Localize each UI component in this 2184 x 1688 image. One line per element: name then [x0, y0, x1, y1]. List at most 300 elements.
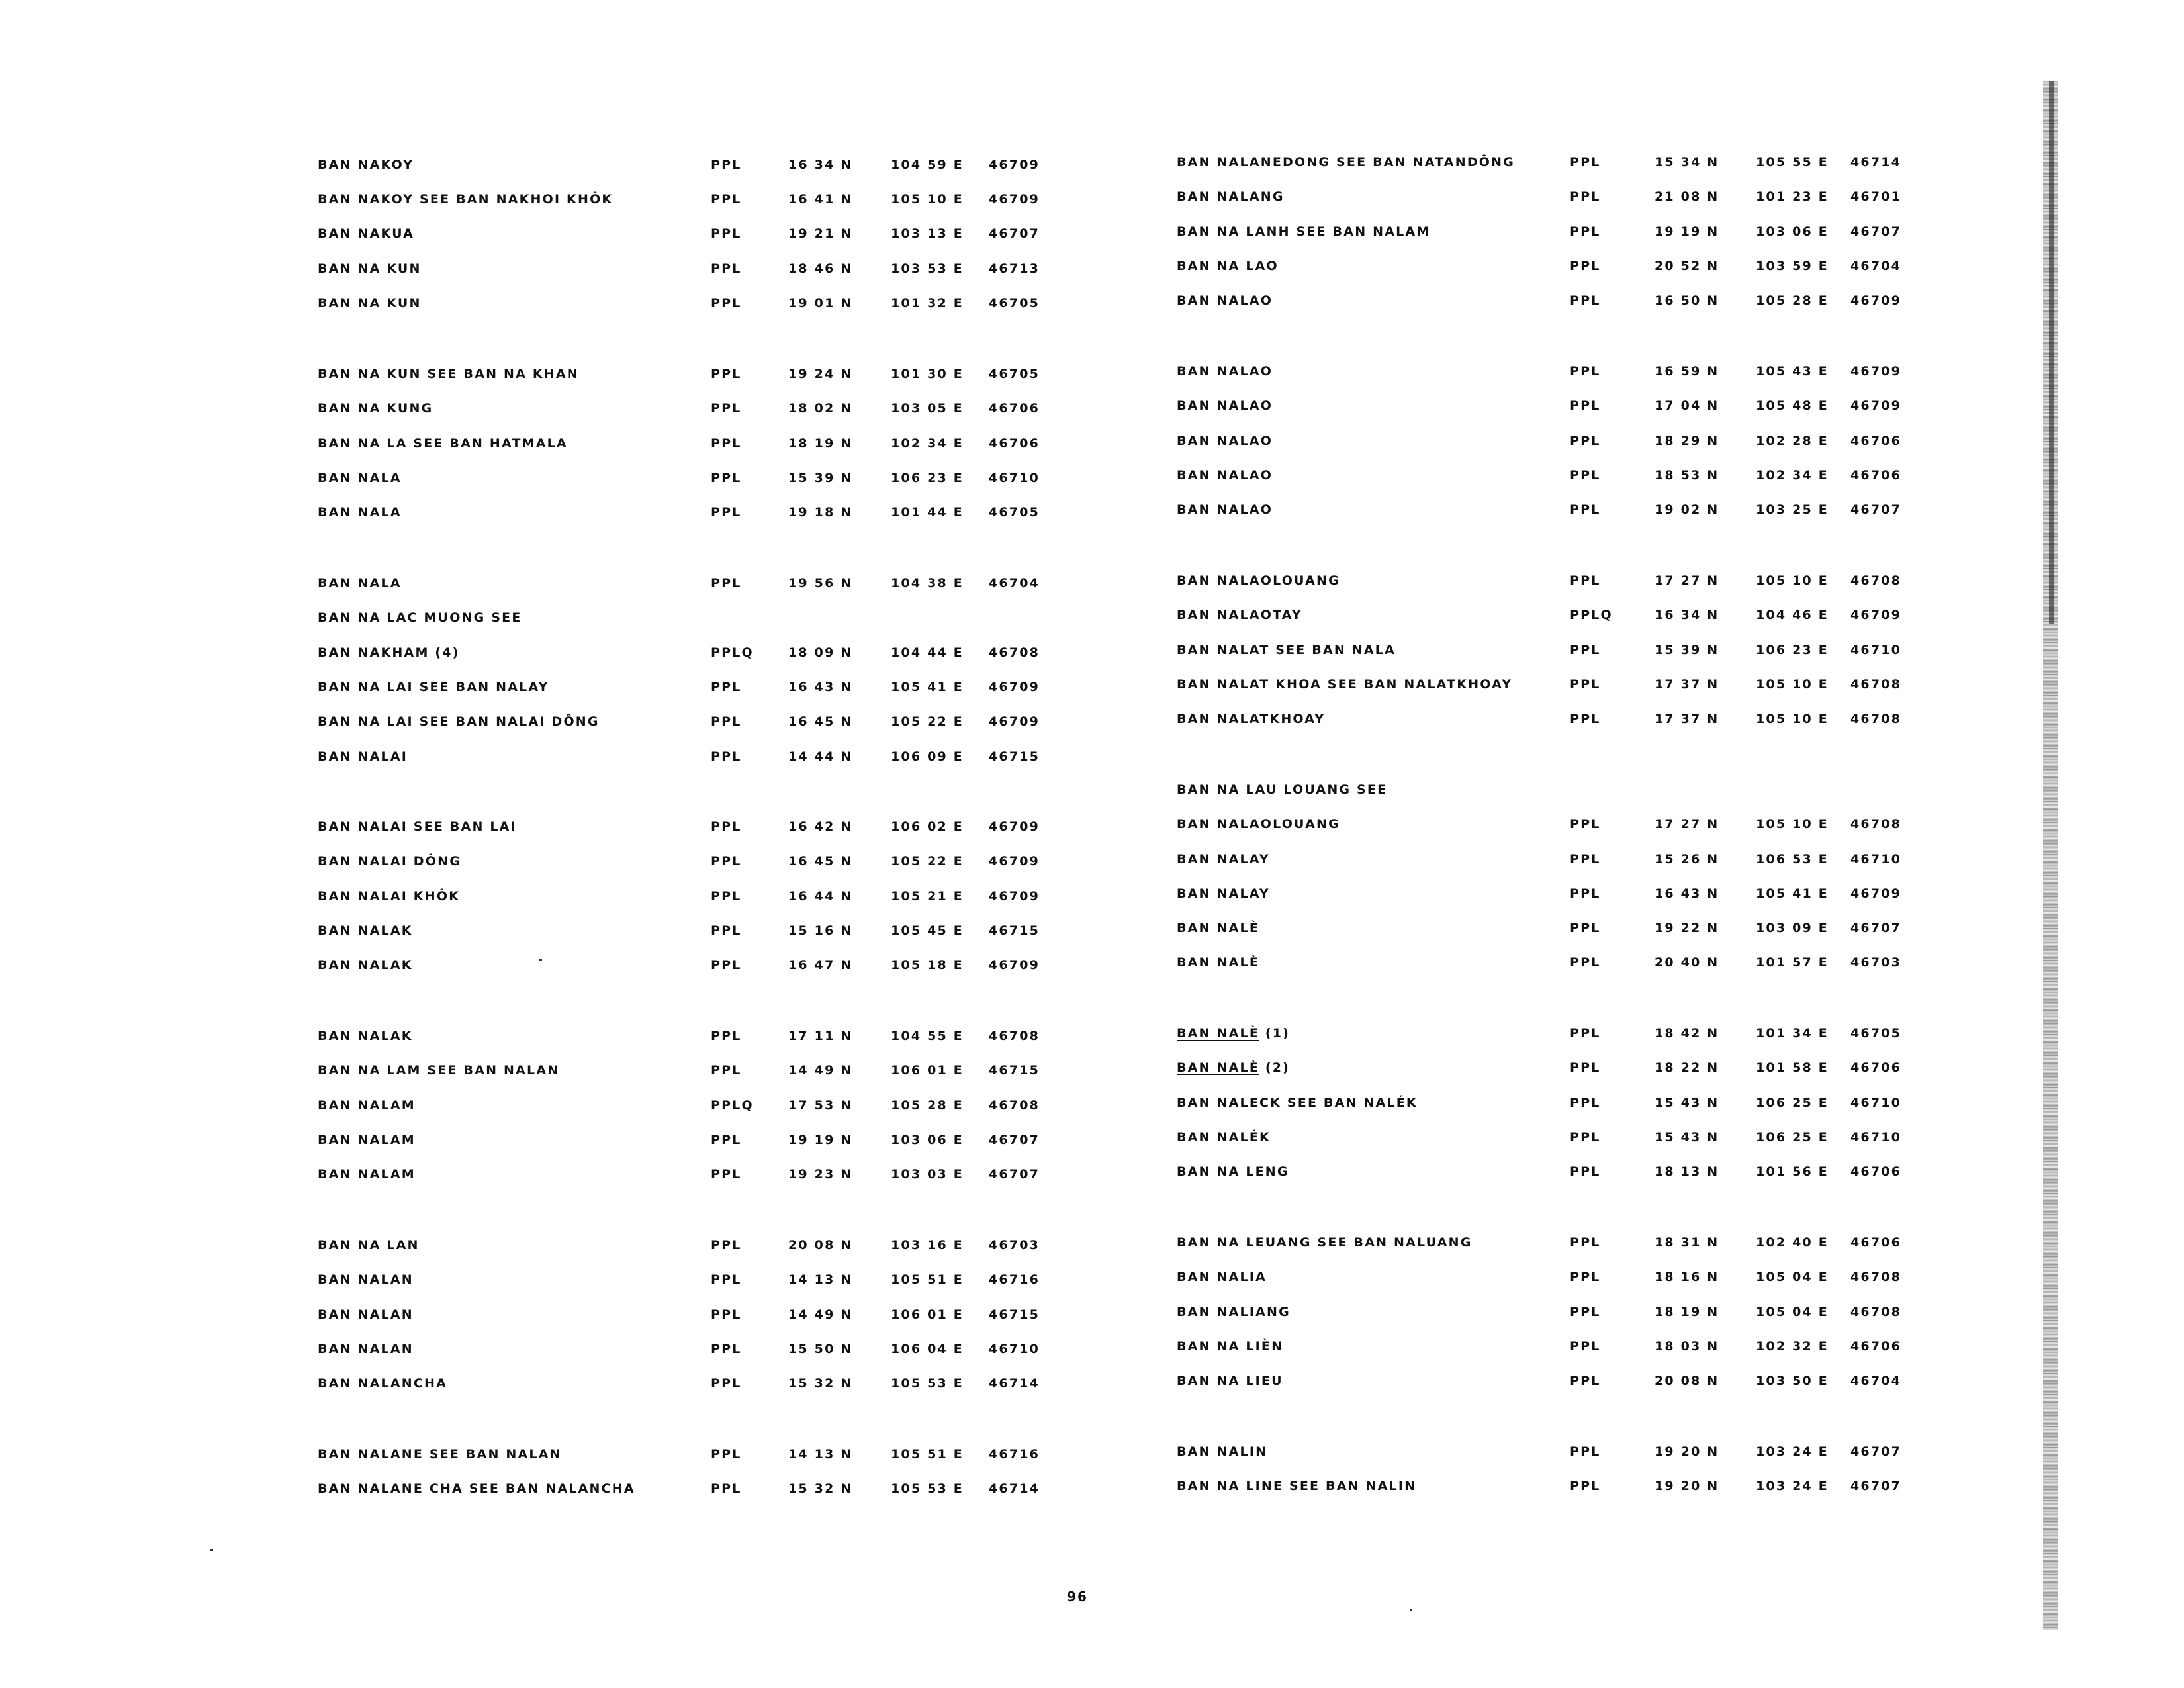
longitude: 105 10 E [891, 192, 964, 207]
latitude: 16 50 N [1655, 293, 1719, 308]
sheet-number: 46708 [1850, 677, 1902, 692]
latitude: 18 22 N [1655, 1060, 1719, 1075]
entry-row [316, 152, 1243, 178]
place-name: BAN NA LANH SEE BAN NALAM [1177, 224, 1431, 239]
longitude: 103 16 E [891, 1238, 964, 1252]
place-name: BAN NALAOLOUANG [1177, 817, 1340, 831]
entry-row [1177, 915, 2103, 941]
sheet-number: 46707 [1850, 1479, 1902, 1493]
feature-code: PPL [711, 714, 742, 729]
entry-row [316, 361, 1243, 387]
entry-row [316, 1476, 1243, 1502]
longitude: 104 59 E [891, 158, 964, 172]
sheet-number: 46707 [989, 1167, 1040, 1182]
entry-row [1177, 149, 2103, 175]
longitude: 103 13 E [891, 226, 964, 241]
feature-code: PPL [1570, 293, 1601, 308]
longitude: 103 53 E [891, 261, 964, 276]
latitude: 15 32 N [788, 1481, 853, 1496]
latitude: 18 16 N [1655, 1270, 1719, 1284]
place-name: BAN NALANEDONG SEE BAN NATANDÔNG [1177, 155, 1516, 169]
longitude: 105 55 E [1756, 155, 1829, 169]
feature-code: PPL [1570, 1339, 1601, 1354]
longitude: 105 51 E [891, 1447, 964, 1462]
latitude: 18 31 N [1655, 1235, 1719, 1250]
longitude: 103 05 E [891, 401, 964, 416]
feature-code: PPL [1570, 1026, 1601, 1041]
longitude: 101 44 E [891, 505, 964, 520]
feature-code: PPL [1570, 852, 1601, 867]
longitude: 105 22 E [891, 854, 964, 868]
latitude: 18 46 N [788, 261, 853, 276]
entry-row [1177, 1264, 2103, 1290]
sheet-number: 46703 [989, 1238, 1040, 1252]
entry-row [1177, 1368, 2103, 1394]
longitude: 105 53 E [891, 1481, 964, 1496]
latitude: 19 01 N [788, 296, 853, 310]
feature-code: PPL [711, 1133, 742, 1147]
scan-speck [539, 959, 542, 961]
entry-row [1177, 287, 2103, 314]
place-name: BAN NALAO [1177, 293, 1273, 308]
entry-row [1177, 949, 2103, 976]
entry-row [1177, 1158, 2103, 1185]
place-name: BAN NALA [318, 471, 402, 485]
longitude: 106 25 E [1756, 1130, 1829, 1145]
entry-row [316, 639, 1243, 666]
longitude: 105 51 E [891, 1272, 964, 1287]
place-name: BAN NALAOLOUANG [1177, 573, 1340, 588]
place-name: BAN NALAI DÔNG [318, 854, 462, 868]
latitude: 17 04 N [1655, 399, 1719, 413]
entry-row [316, 604, 1243, 631]
place-name: BAN NALANCHA [318, 1376, 447, 1391]
sheet-number: 46706 [1850, 1339, 1902, 1354]
latitude: 16 44 N [788, 889, 853, 904]
longitude: 102 32 E [1756, 1339, 1829, 1354]
longitude: 105 48 E [1756, 399, 1829, 413]
latitude: 19 56 N [788, 576, 853, 590]
sheet-number: 46709 [989, 889, 1040, 904]
feature-code: PPL [711, 889, 742, 904]
latitude: 19 22 N [1655, 921, 1719, 935]
sheet-number: 46706 [989, 436, 1040, 451]
sheet-number: 46705 [989, 505, 1040, 520]
place-name: BAN NALIANG [1177, 1305, 1291, 1319]
feature-code: PPL [711, 1376, 742, 1391]
latitude: 16 34 N [788, 158, 853, 172]
feature-code: PPL [1570, 468, 1601, 483]
sheet-number: 46706 [1850, 434, 1902, 448]
sheet-number: 46709 [989, 680, 1040, 694]
sheet-number: 46704 [1850, 259, 1902, 273]
latitude: 18 53 N [1655, 468, 1719, 483]
place-name: BAN NAKOY [318, 158, 414, 172]
sheet-number: 46707 [989, 1133, 1040, 1147]
sheet-number: 46709 [1850, 399, 1902, 413]
sheet-number: 46714 [989, 1376, 1040, 1391]
latitude: 15 43 N [1655, 1130, 1719, 1145]
latitude: 18 19 N [788, 436, 853, 451]
latitude: 18 42 N [1655, 1026, 1719, 1041]
feature-code: PPL [711, 1342, 742, 1356]
latitude: 19 24 N [788, 367, 853, 381]
latitude: 19 18 N [788, 505, 853, 520]
feature-code: PPL [1570, 399, 1601, 413]
entry-row [1177, 671, 2103, 698]
entry-row [1177, 1438, 2103, 1465]
entry-row [316, 1092, 1243, 1119]
longitude: 105 43 E [1756, 364, 1829, 379]
entry-row [1177, 1055, 2103, 1081]
place-name: BAN NALAO [1177, 502, 1273, 517]
longitude: 103 59 E [1756, 259, 1829, 273]
latitude: 18 29 N [1655, 434, 1719, 448]
latitude: 17 53 N [788, 1098, 853, 1113]
latitude: 18 02 N [788, 401, 853, 416]
sheet-number: 46716 [989, 1272, 1040, 1287]
longitude: 101 57 E [1756, 955, 1829, 970]
latitude: 17 37 N [1655, 677, 1719, 692]
place-name: BAN NA LEUANG SEE BAN NALUANG [1177, 1235, 1473, 1250]
latitude: 19 21 N [788, 226, 853, 241]
entry-row [1177, 1020, 2103, 1047]
feature-code: PPL [711, 261, 742, 276]
latitude: 19 19 N [1655, 224, 1719, 239]
entry-row [316, 1232, 1243, 1258]
latitude: 19 23 N [788, 1167, 853, 1182]
place-name: BAN NALAO [1177, 399, 1273, 413]
feature-code: PPL [1570, 1164, 1601, 1179]
feature-code: PPL [1570, 1305, 1601, 1319]
sheet-number: 46715 [989, 1307, 1040, 1322]
latitude: 21 08 N [1655, 189, 1719, 204]
entry-row [1177, 253, 2103, 279]
left-entries-column [316, 0, 1243, 1523]
feature-code: PPL [711, 192, 742, 207]
longitude: 101 23 E [1756, 189, 1829, 204]
latitude: 19 02 N [1655, 502, 1719, 517]
entry-row [1177, 567, 2103, 594]
sheet-number: 46709 [989, 158, 1040, 172]
place-name: BAN NA LAM SEE BAN NALAN [318, 1063, 560, 1078]
entry-row [316, 570, 1243, 596]
entry-row [316, 1127, 1243, 1153]
sheet-number: 46715 [989, 923, 1040, 938]
feature-code: PPL [711, 401, 742, 416]
longitude: 102 40 E [1756, 1235, 1829, 1250]
sheet-number: 46709 [989, 958, 1040, 972]
entry-row [316, 848, 1243, 874]
place-name: BAN NALANE CHA SEE BAN NALANCHA [318, 1481, 635, 1496]
latitude: 19 20 N [1655, 1444, 1719, 1459]
latitude: 18 09 N [788, 645, 853, 660]
entry-row [1177, 393, 2103, 419]
feature-code: PPL [711, 576, 742, 590]
place-name: BAN NALAO [1177, 434, 1273, 448]
longitude: 101 56 E [1756, 1164, 1829, 1179]
latitude: 17 37 N [1655, 712, 1719, 726]
sheet-number: 46708 [1850, 573, 1902, 588]
feature-code: PPL [711, 226, 742, 241]
scan-speck [1410, 1609, 1412, 1611]
entry-row [316, 465, 1243, 491]
sheet-number: 46705 [1850, 1026, 1902, 1041]
feature-code: PPL [1570, 677, 1601, 692]
sheet-number: 46708 [1850, 817, 1902, 831]
sheet-number: 46714 [989, 1481, 1040, 1496]
entry-row [1177, 637, 2103, 663]
sheet-number: 46715 [989, 749, 1040, 764]
sheet-number: 46709 [989, 714, 1040, 729]
feature-code: PPL [711, 923, 742, 938]
longitude: 103 24 E [1756, 1479, 1829, 1493]
latitude: 16 47 N [788, 958, 853, 972]
latitude: 16 43 N [1655, 886, 1719, 901]
longitude: 103 06 E [891, 1133, 964, 1147]
sheet-number: 46708 [1850, 1305, 1902, 1319]
latitude: 15 39 N [1655, 643, 1719, 657]
entry-row [1177, 776, 2103, 803]
place-name: BAN NALIN [1177, 1444, 1268, 1459]
latitude: 20 52 N [1655, 259, 1719, 273]
sheet-number: 46708 [1850, 712, 1902, 726]
longitude: 105 18 E [891, 958, 964, 972]
sheet-number: 46704 [1850, 1374, 1902, 1388]
entry-row [316, 256, 1243, 282]
entry-row [316, 814, 1243, 840]
entry-row [316, 1161, 1243, 1188]
longitude: 105 28 E [891, 1098, 964, 1113]
place-name: BAN NA LA SEE BAN HATMALA [318, 436, 568, 451]
entry-row [316, 1057, 1243, 1084]
latitude: 14 44 N [788, 749, 853, 764]
place-name: BAN NAKUA [318, 226, 415, 241]
place-name: BAN NALAM [318, 1133, 416, 1147]
place-name [1177, 1055, 1290, 1081]
longitude: 103 09 E [1756, 921, 1829, 935]
sheet-number: 46705 [989, 296, 1040, 310]
latitude: 18 19 N [1655, 1305, 1719, 1319]
feature-code: PPL [1570, 434, 1601, 448]
feature-code: PPL [1570, 1444, 1601, 1459]
longitude: 101 34 E [1756, 1026, 1829, 1041]
latitude: 19 20 N [1655, 1479, 1719, 1493]
place-name: BAN NA KUN [318, 261, 422, 276]
longitude: 102 34 E [1756, 468, 1829, 483]
sheet-number: 46706 [1850, 468, 1902, 483]
place-name: BAN NA LIÈN [1177, 1339, 1284, 1354]
entry-row [1177, 811, 2103, 837]
entry-row [1177, 1124, 2103, 1150]
feature-code: PPL [711, 1307, 742, 1322]
sheet-number: 46709 [1850, 886, 1902, 901]
longitude: 105 10 E [1756, 677, 1829, 692]
sheet-number: 46707 [1850, 224, 1902, 239]
sheet-number: 46713 [989, 261, 1040, 276]
place-name: BAN NA LINE SEE BAN NALIN [1177, 1479, 1417, 1493]
place-name: BAN NALANE SEE BAN NALAN [318, 1447, 562, 1462]
longitude: 102 34 E [891, 436, 964, 451]
entry-row [316, 952, 1243, 978]
sheet-number: 46707 [1850, 502, 1902, 517]
latitude: 15 50 N [788, 1342, 853, 1356]
entry-row [316, 1370, 1243, 1397]
place-name: BAN NA LIEU [1177, 1374, 1283, 1388]
feature-code: PPL [711, 854, 742, 868]
latitude: 18 13 N [1655, 1164, 1719, 1179]
place-name: BAN NALAT KHOA SEE BAN NALATKHOAY [1177, 677, 1513, 692]
feature-code: PPL [711, 505, 742, 520]
feature-code: PPL [1570, 921, 1601, 935]
longitude: 104 46 E [1756, 608, 1829, 622]
longitude: 103 24 E [1756, 1444, 1829, 1459]
latitude: 19 19 N [788, 1133, 853, 1147]
longitude: 101 30 E [891, 367, 964, 381]
place-name: BAN NA LAU LOUANG SEE [1177, 782, 1388, 797]
latitude: 15 34 N [1655, 155, 1719, 169]
feature-code: PPL [1570, 1374, 1601, 1388]
sheet-number: 46704 [989, 576, 1040, 590]
feature-code: PPL [1570, 259, 1601, 273]
entry-row [1177, 462, 2103, 489]
longitude: 105 21 E [891, 889, 964, 904]
place-name: BAN NALÉK [1177, 1130, 1271, 1145]
place-name: BAN NAKOY SEE BAN NAKHOI KHÔK [318, 192, 614, 207]
longitude: 106 53 E [1756, 852, 1829, 867]
latitude: 20 40 N [1655, 955, 1719, 970]
entry-row [316, 220, 1243, 247]
place-name: BAN NALA [318, 505, 402, 520]
entry-row [316, 1301, 1243, 1328]
place-name: BAN NALÈ [1177, 955, 1259, 970]
place-name: BAN NA LAN [318, 1238, 420, 1252]
entry-row [1177, 880, 2103, 907]
place-name: BAN NALA [318, 576, 402, 590]
sheet-number: 46710 [1850, 852, 1902, 867]
place-name: BAN NAKHAM (4) [318, 645, 460, 660]
feature-code: PPL [1570, 224, 1601, 239]
latitude: 15 26 N [1655, 852, 1719, 867]
feature-code: PPL [711, 1029, 742, 1043]
place-name: BAN NA LAC MUONG SEE [318, 610, 522, 625]
feature-code: PPL [1570, 1235, 1601, 1250]
feature-code: PPL [711, 1481, 742, 1496]
longitude: 106 04 E [891, 1342, 964, 1356]
place-name: BAN NALAO [1177, 364, 1273, 379]
feature-code: PPL [711, 296, 742, 310]
entry-row [316, 1266, 1243, 1293]
entry-row [1177, 496, 2103, 523]
sheet-number: 46716 [989, 1447, 1040, 1462]
entry-row [1177, 846, 2103, 872]
feature-code: PPL [1570, 155, 1601, 169]
longitude: 103 25 E [1756, 502, 1829, 517]
sheet-number: 46715 [989, 1063, 1040, 1078]
entry-row [1177, 358, 2103, 385]
feature-code: PPL [711, 1063, 742, 1078]
feature-code: PPL [711, 471, 742, 485]
sheet-number: 46709 [989, 854, 1040, 868]
entry-row [316, 1336, 1243, 1362]
latitude: 16 45 N [788, 714, 853, 729]
longitude: 106 23 E [891, 471, 964, 485]
place-name: BAN NA LAI SEE BAN NALAY [318, 680, 549, 694]
sheet-number: 46709 [989, 820, 1040, 834]
entry-row [1177, 706, 2103, 732]
feature-code: PPL [711, 958, 742, 972]
feature-code: PPL [711, 1272, 742, 1287]
place-name: BAN NALATKHOAY [1177, 712, 1326, 726]
entry-row [316, 290, 1243, 316]
latitude: 20 08 N [788, 1238, 853, 1252]
place-name: BAN NALAK [318, 923, 413, 938]
place-name: BAN NALAN [318, 1307, 414, 1322]
right-entries-column [1177, 0, 2103, 1523]
entry-row [316, 499, 1243, 526]
entry-row [1177, 218, 2103, 245]
entry-row [316, 674, 1243, 700]
longitude: 103 50 E [1756, 1374, 1829, 1388]
longitude: 101 32 E [891, 296, 964, 310]
feature-code: PPL [1570, 1060, 1601, 1075]
place-name: BAN NA KUN SEE BAN NA KHAN [318, 367, 579, 381]
entry-row [1177, 183, 2103, 210]
sheet-number: 46710 [1850, 643, 1902, 657]
sheet-number: 46710 [989, 1342, 1040, 1356]
scan-speck [210, 1549, 213, 1551]
place-name: BAN NALÈ [1177, 921, 1259, 935]
feature-code: PPLQ [711, 1098, 754, 1113]
underlined-name: BAN NALÈ [1177, 1060, 1259, 1075]
longitude: 105 41 E [891, 680, 964, 694]
feature-code: PPL [711, 367, 742, 381]
feature-code: PPL [711, 749, 742, 764]
longitude: 102 28 E [1756, 434, 1829, 448]
place-name: BAN NA LAO [1177, 259, 1279, 273]
sheet-number: 46706 [1850, 1060, 1902, 1075]
sheet-number: 46707 [1850, 1444, 1902, 1459]
place-name: BAN NALAM [318, 1098, 416, 1113]
sheet-number: 46709 [1850, 608, 1902, 622]
sheet-number: 46706 [1850, 1164, 1902, 1179]
longitude: 105 10 E [1756, 712, 1829, 726]
latitude: 17 11 N [788, 1029, 853, 1043]
feature-code: PPL [711, 158, 742, 172]
feature-code: PPL [711, 1238, 742, 1252]
sheet-number: 46701 [1850, 189, 1902, 204]
longitude: 105 04 E [1756, 1305, 1829, 1319]
feature-code: PPL [1570, 955, 1601, 970]
feature-code: PPL [1570, 817, 1601, 831]
place-name: BAN NALAN [318, 1272, 414, 1287]
longitude: 104 44 E [891, 645, 964, 660]
feature-code: PPL [1570, 886, 1601, 901]
entry-row [1177, 428, 2103, 454]
feature-code: PPL [1570, 1270, 1601, 1284]
place-name: BAN NALAI SEE BAN LAI [318, 820, 517, 834]
sheet-number: 46708 [989, 1029, 1040, 1043]
place-name: BAN NALAK [318, 1029, 413, 1043]
feature-code: PPL [1570, 1096, 1601, 1110]
feature-code: PPL [1570, 643, 1601, 657]
place-name: BAN NALAY [1177, 886, 1270, 901]
entry-row [316, 883, 1243, 910]
place-name: BAN NALAM [318, 1167, 416, 1182]
place-name: BAN NA LENG [1177, 1164, 1289, 1179]
longitude: 104 55 E [891, 1029, 964, 1043]
sheet-number: 46708 [1850, 1270, 1902, 1284]
